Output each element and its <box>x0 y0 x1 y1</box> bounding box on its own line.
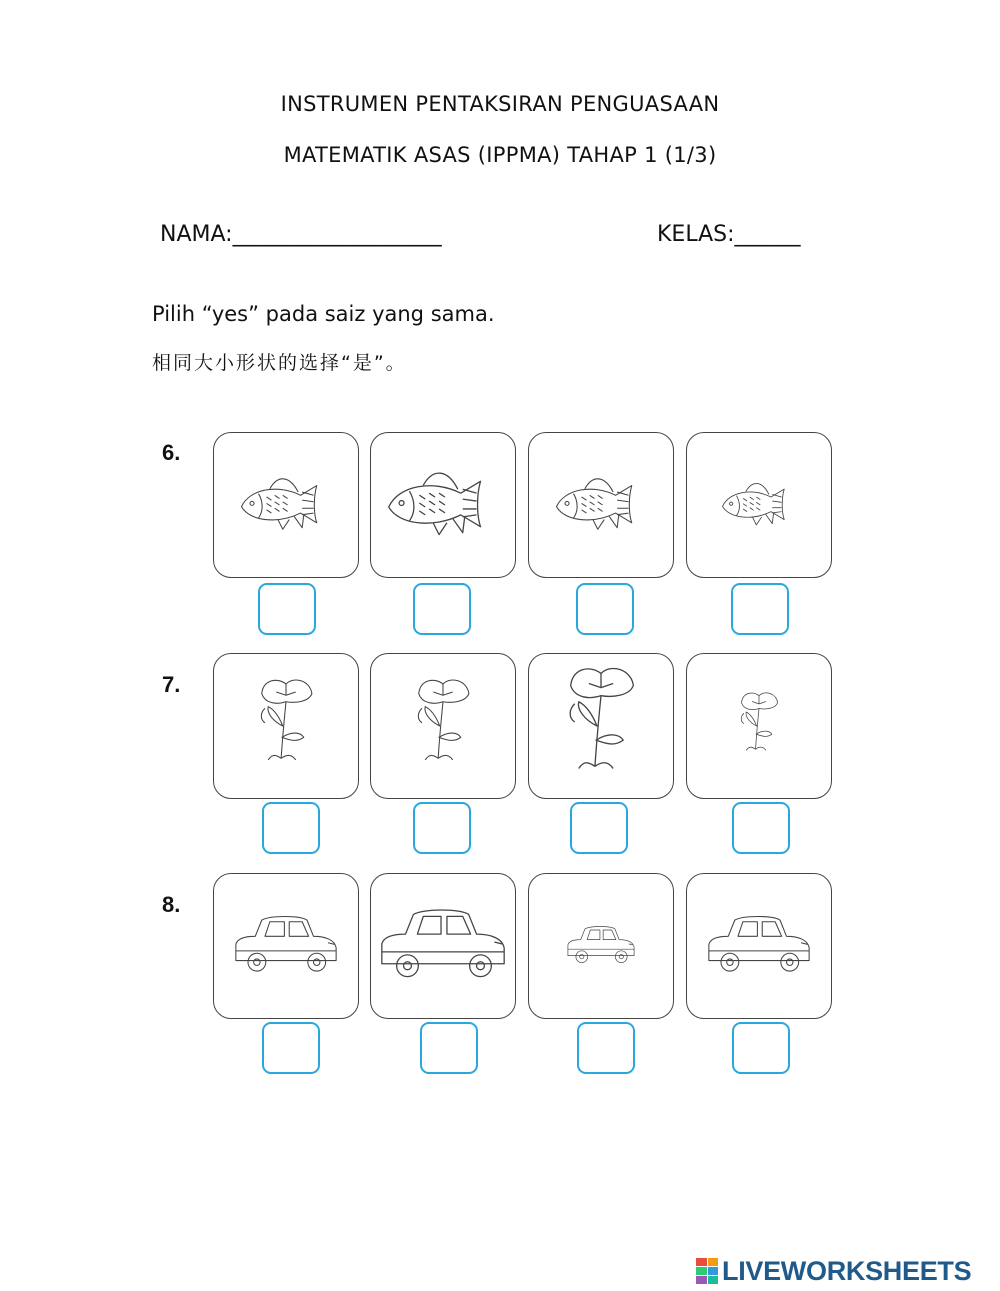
title-line-2: MATEMATIK ASAS (IPPMA) TAHAP 1 (1/3) <box>283 143 717 167</box>
answer-box-8-1[interactable] <box>262 1022 320 1074</box>
answer-box-7-2[interactable] <box>413 802 471 854</box>
car-card-2 <box>370 873 516 1019</box>
fish-icon <box>529 433 673 577</box>
nama-field: NAMA:___________________ <box>160 222 442 247</box>
answer-box-6-2[interactable] <box>413 583 471 635</box>
answer-box-8-2[interactable] <box>420 1022 478 1074</box>
kelas-field: KELAS:______ <box>657 222 801 247</box>
fish-card-1 <box>213 432 359 578</box>
flower-card-3 <box>528 653 674 799</box>
answer-box-7-3[interactable] <box>570 802 628 854</box>
fish-card-3 <box>528 432 674 578</box>
brand-mark-icon <box>696 1258 718 1284</box>
title-line-1: INSTRUMEN PENTAKSIRAN PENGUASAAN <box>280 92 720 116</box>
instruction-chinese: 相同大小形状的选择“是”。 <box>152 352 407 374</box>
car-card-3 <box>528 873 674 1019</box>
fish-icon <box>371 433 515 577</box>
fish-icon <box>687 433 831 577</box>
flower-card-4 <box>686 653 832 799</box>
flower-icon <box>687 654 831 798</box>
question-number-8: 8. <box>162 892 181 917</box>
fish-card-4 <box>686 432 832 578</box>
car-icon <box>687 874 831 1018</box>
car-icon <box>529 874 673 1018</box>
flower-card-2 <box>370 653 516 799</box>
liveworksheets-logo <box>696 1255 971 1287</box>
car-card-1 <box>213 873 359 1019</box>
answer-box-8-3[interactable] <box>577 1022 635 1074</box>
flower-icon <box>214 654 358 798</box>
answer-box-7-4[interactable] <box>732 802 790 854</box>
car-icon <box>371 874 515 1018</box>
question-number-6: 6. <box>162 440 181 465</box>
instruction-malay: Pilih “yes” pada saiz yang sama. <box>152 302 495 326</box>
answer-box-8-4[interactable] <box>732 1022 790 1074</box>
flower-icon <box>371 654 515 798</box>
flower-card-1 <box>213 653 359 799</box>
car-icon <box>214 874 358 1018</box>
answer-box-6-1[interactable] <box>258 583 316 635</box>
question-number-7: 7. <box>162 672 181 697</box>
answer-box-6-4[interactable] <box>731 583 789 635</box>
answer-box-6-3[interactable] <box>576 583 634 635</box>
fish-icon <box>214 433 358 577</box>
flower-icon <box>529 654 673 798</box>
car-card-4 <box>686 873 832 1019</box>
answer-box-7-1[interactable] <box>262 802 320 854</box>
fish-card-2 <box>370 432 516 578</box>
brand-text: LIVEWORKSHEETS <box>722 1255 972 1286</box>
